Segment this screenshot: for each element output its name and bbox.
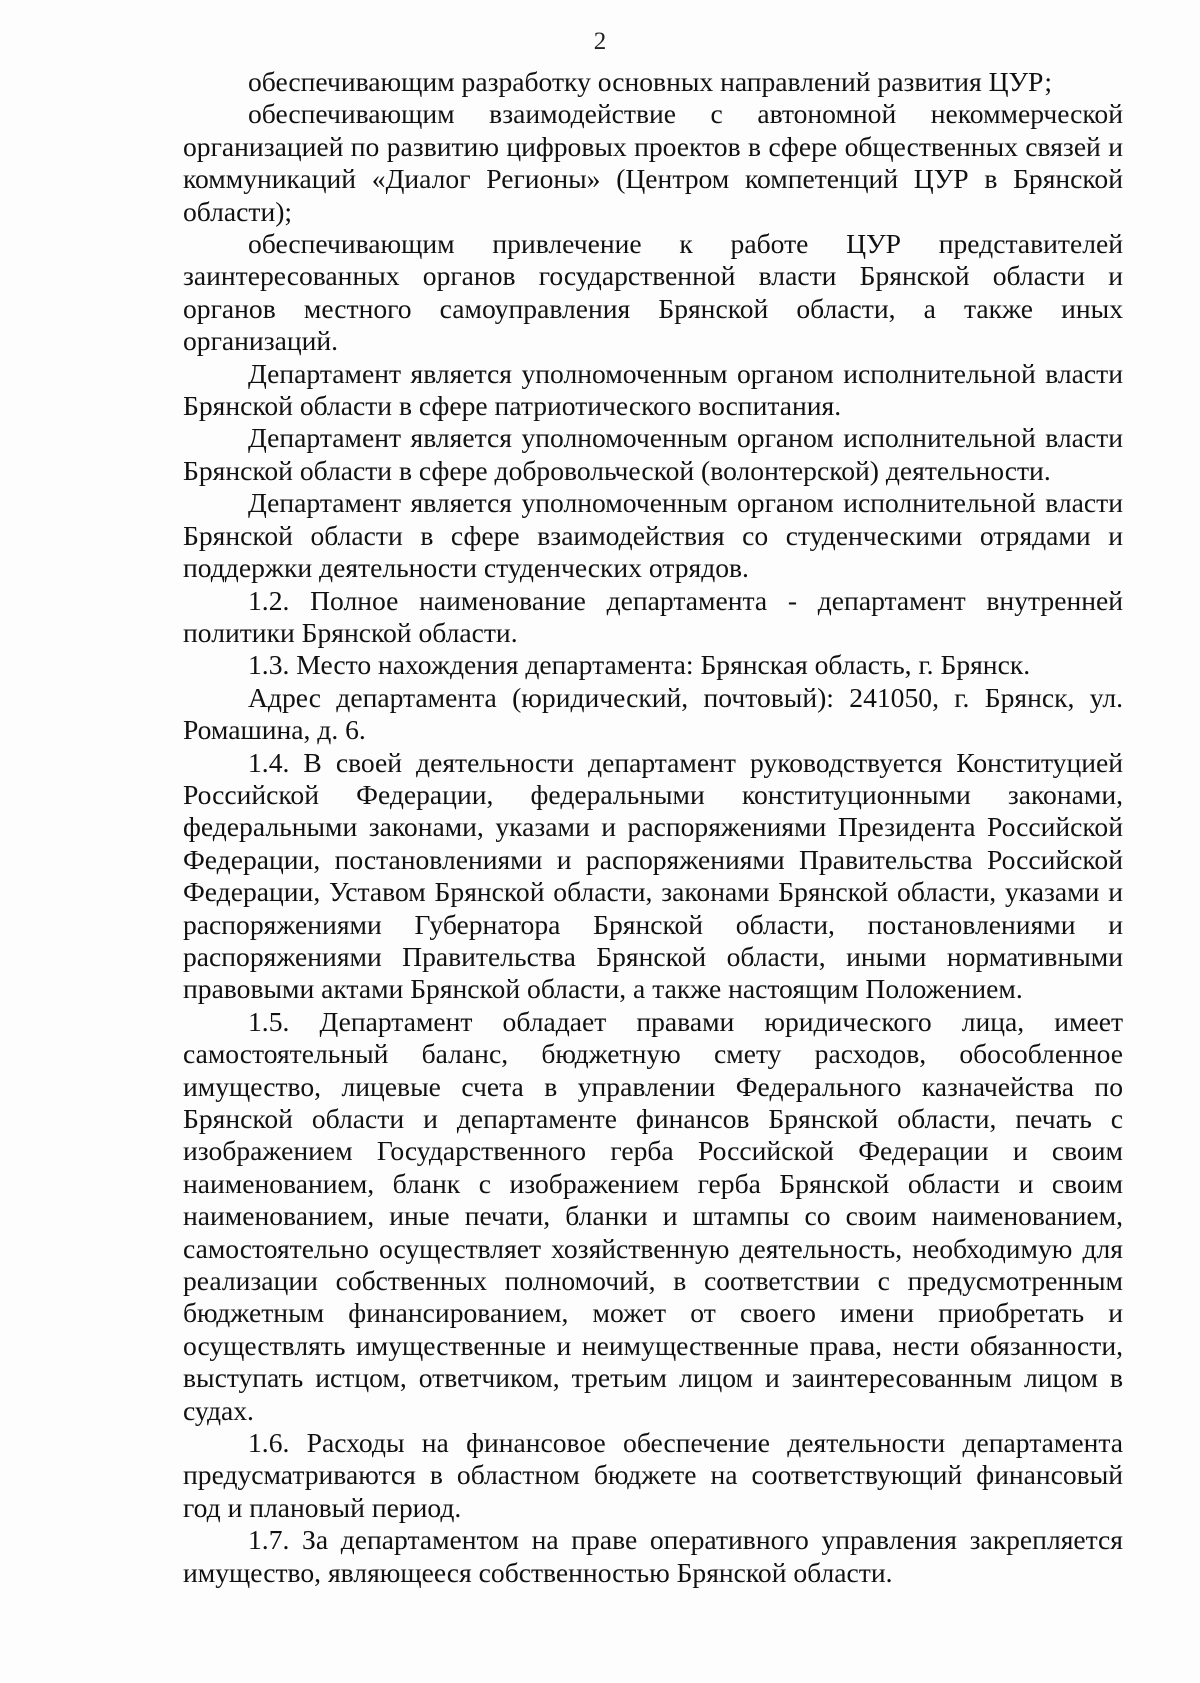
page-number: 2 [593, 28, 607, 55]
paragraph-patriotic-education: Департамент является уполномоченным органом исполнительной власти Брянской области в сфере патриотического воспитания. [183, 357, 1123, 422]
paragraph-cur-dialog-regions: обеспечивающим взаимодействие с автономной некоммерческой организацией по развитию цифровых проектов в сфере общественных связей и коммуникаций «Диалог Регионы» (Центром компетенций ЦУР в Брянской области); [183, 98, 1123, 227]
paragraph-1-6-financing: 1.6. Расходы на финансовое обеспечение деятельности департамента предусматриваются в областном бюджете на соответствующий финансовый год и плановый период. [183, 1427, 1123, 1523]
paragraph-student-detachments: Департамент является уполномоченным органом исполнительной власти Брянской области в сфере взаимодействия со студенческими отрядами и поддержки деятельности студенческих отрядов. [183, 487, 1123, 584]
paragraph-1-4-legal-basis: 1.4. В своей деятельности департамент руководствуется Конституцией Российской Федерации, федеральными конституционными законами, федеральными законами, указами и распоряжениями Президента Российской Федерации, постановлениями и распоряжениями Правительства Российской Федерации, Уставом Брянской области, законами Брянской области, указами и распоряжениями Губернатора Брянской области, постановлениями и распоряжениями Правительства Брянской области, иными нормативными правовыми актами Брянской области, а также настоящим Положением. [183, 746, 1123, 1005]
paragraph-address: Адрес департамента (юридический, почтовый): 241050, г. Брянск, ул. Ромашина, д. 6. [183, 681, 1123, 746]
paragraph-cur-development: обеспечивающим разработку основных направлений развития ЦУР; [248, 66, 1053, 97]
paragraph-1-5-legal-entity: 1.5. Департамент обладает правами юридического лица, имеет самостоятельный баланс, бюджетную смету расходов, обособленное имущество, лицевые счета в управлении Федерального казначейства по Брянской области и департаменте финансов Брянской области, печать с изображением Государственного герба Российской Федерации и своим наименованием, бланк с изображением герба Брянской области и своим наименованием, иные печати, бланки и штампы со своим наименованием, самостоятельно осуществляет хозяйственную деятельность, необходимую для реализации собственных полномочий, в соответствии с предусмотренным бюджетным финансированием, может от своего имени приобретать и осуществлять имущественные и неимущественные права, нести обязанности, выступать истцом, ответчиком, третьим лицом и заинтересованным лицом в судах. [183, 1005, 1123, 1426]
document-body [183, 66, 1123, 1589]
paragraph-1-7-property: 1.7. За департаментом на праве оперативного управления закрепляется имущество, являющееся собственностью Брянской области. [183, 1524, 1123, 1588]
paragraph-1-3-location: 1.3. Место нахождения департамента: Брянская область, г. Брянск. [248, 649, 1031, 681]
paragraph-1-2-full-name: 1.2. Полное наименование департамента - департамент внутренней политики Брянской области. [183, 584, 1123, 648]
paragraph-volunteer-activity: Департамент является уполномоченным органом исполнительной власти Брянской области в сфере добровольческой (волонтерской) деятельности. [183, 422, 1123, 486]
paragraph-cur-representatives: обеспечивающим привлечение к работе ЦУР представителей заинтересованных органов государственной власти Брянской области и органов местного самоуправления Брянской области, а также иных организаций. [183, 228, 1123, 357]
